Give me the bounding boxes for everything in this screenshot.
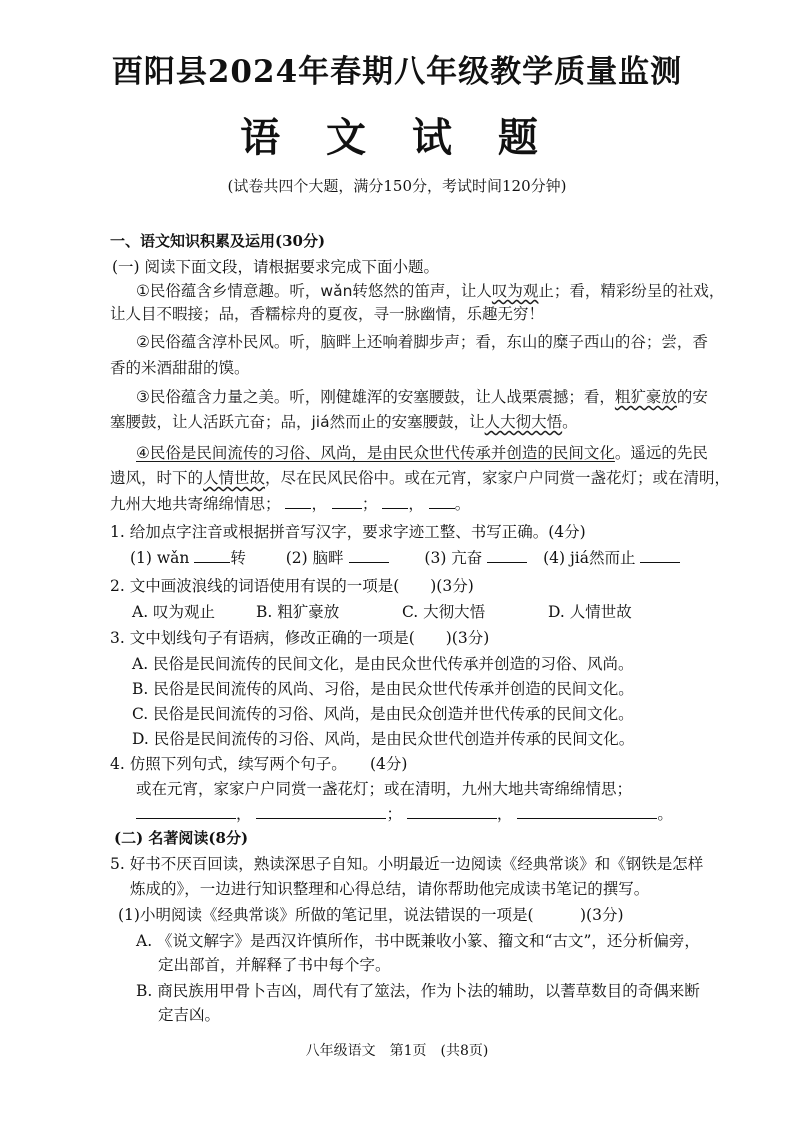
page-footer: 八年级语文 第1页 (共8页) — [305, 1043, 489, 1059]
q5-option-b-line2: 定吉凶。 — [158, 1006, 221, 1024]
wavy-phrase-c: 人大彻大悟 — [484, 413, 563, 431]
answer-blank[interactable] — [256, 804, 386, 819]
passage-text: 的安 — [676, 388, 708, 406]
q3-option-d[interactable]: D. 民俗是民间流传的习俗、风尚，是由民众世代创造并传承的民间文化。 — [132, 730, 635, 748]
passage-text: ③民俗蕴含力量之美。听，刚健雄浑的安塞腰鼓，让人战栗震撼；看， — [136, 388, 615, 406]
q5-option-a-line1[interactable]: A. 《说文解字》是西汉许慎所作，书中既兼收小篆、籀文和“古文”，还分析偏旁， — [136, 932, 700, 950]
answer-blank[interactable] — [429, 494, 455, 509]
question-1-items — [130, 546, 680, 568]
part1-sub2-heading: (二) 名著阅读(8分) — [114, 829, 249, 847]
answer-blank[interactable] — [285, 494, 311, 509]
question-1-stem: 1. 给加点字注音或根据拼音写汉字，要求字迹工整、书写正确。(4分) — [110, 523, 586, 541]
passage-text: 遗风，时下的 — [110, 469, 204, 487]
q1-item-2: (2) 脑畔 — [285, 549, 344, 567]
passage-p3-line1 — [136, 385, 708, 407]
answer-blank[interactable] — [332, 494, 362, 509]
exam-instructions: (试卷共四个大题，满分150分，考试时间120分钟) — [227, 177, 567, 195]
passage-text: 止；看，精彩纷呈的社戏， — [538, 282, 725, 300]
answer-blank[interactable] — [487, 548, 527, 563]
q3-option-a[interactable]: A. 民俗是民间流传的民间文化，是由民众世代传承并创造的习俗、风尚。 — [132, 655, 634, 673]
q5-option-a-line2: 定出部首，并解释了书中每个字。 — [158, 956, 391, 974]
question-2-stem: 2. 文中画波浪线的词语使用有误的一项是( )(3分) — [110, 577, 474, 595]
q1-item-4: (4) jiá然而止 — [543, 549, 636, 567]
passage-p2-line1: ②民俗蕴含淳朴民风。听，脑畔上还响着脚步声；看，东山的糜子西山的谷；尝，香 — [136, 333, 708, 351]
passage-text: 。 — [562, 413, 578, 431]
q1-item-1: (1) wǎn — [130, 549, 190, 567]
q4-example: 或在元宵，家家户户同赏一盏花灯；或在清明，九州大地共寄绵绵情思； — [136, 780, 633, 798]
question-5-sub1: (1)小明阅读《经典常谈》所做的笔记里，说法错误的一项是( )(3分) — [118, 906, 624, 924]
q5-option-b-line1[interactable]: B. 商民族用甲骨卜吉凶，周代有了筮法，作为卜法的辅助，以蓍草数目的奇偶来断 — [136, 982, 700, 1000]
passage-p2-line2: 香的米酒甜甜的馍。 — [110, 359, 250, 377]
q1-item-1-suffix: 转 — [230, 549, 246, 567]
answer-blank[interactable] — [136, 804, 236, 819]
subject-title: 语 文 试 题 — [240, 114, 554, 161]
exam-title: 酉阳县2024年春期八年级教学质量监测 — [111, 54, 683, 90]
part1-heading: 一、语文知识积累及运用(30分) — [110, 232, 326, 250]
wavy-phrase-a: 叹为观 — [491, 282, 539, 300]
passage-p4-line3: 九州大地共寄绵绵情思； ， ； ， 。 — [110, 495, 471, 513]
q4-answer-line: ， ； ， 。 — [136, 802, 673, 824]
question-5-stem-line1: 5. 好书不厌百回读，熟读深思子自知。小明最近一边阅读《经典常谈》和《钢铁是怎样 — [110, 855, 704, 873]
passage-p3-line2 — [110, 410, 578, 432]
passage-p1-line1 — [136, 279, 724, 301]
q2-option-a[interactable]: A. 叹为观止 — [132, 603, 216, 621]
passage-text: ，尽在民风民俗中。或在元宵，家家户户同赏一盏花灯；或在清明， — [265, 469, 731, 487]
q2-option-c[interactable]: C. 大彻大悟 — [402, 603, 486, 621]
question-4-stem: 4. 仿照下列句式，续写两个句子。 (4分) — [110, 755, 408, 773]
answer-blank[interactable] — [349, 548, 389, 563]
passage-text: 。遥远的先民 — [614, 444, 708, 462]
q3-option-c[interactable]: C. 民俗是民间流传的习俗、风尚，是由民众创造并世代传承的民间文化。 — [132, 705, 634, 723]
answer-blank[interactable] — [640, 548, 680, 563]
answer-blank[interactable] — [382, 494, 408, 509]
wavy-phrase-b: 粗犷豪放 — [614, 388, 677, 406]
q2-option-d[interactable]: D. 人情世故 — [548, 603, 632, 621]
passage-text: ①民俗蕴含乡情意趣。听，wǎn转悠然的笛声，让人 — [136, 282, 492, 300]
part1-sub1: (一) 阅读下面文段，请根据要求完成下面小题。 — [112, 258, 440, 276]
passage-p4-line1 — [136, 441, 708, 463]
question-5-stem-line2: 炼成的》，一边进行知识整理和心得总结，请你帮助他完成读书笔记的撰写。 — [130, 880, 650, 898]
passage-text: 九州大地共寄绵绵情思； — [110, 495, 281, 513]
answer-blank[interactable] — [194, 548, 230, 563]
passage-p4-line2 — [110, 466, 730, 488]
wavy-phrase-d: 人情世故 — [203, 469, 266, 487]
q1-item-3: (3) 亢奋 — [424, 549, 483, 567]
q2-option-b[interactable]: B. 粗犷豪放 — [256, 603, 340, 621]
passage-text: 塞腰鼓，让人活跃亢奋；品，jiá然而止的安塞腰鼓，让 — [110, 413, 485, 431]
passage-p1-line2: 让人目不暇接；品，香糯棕舟的夏夜，寻一脉幽情，乐趣无穷！ — [110, 305, 545, 323]
q3-option-b[interactable]: B. 民俗是民间流传的风尚、习俗，是由民众世代传承并创造的民间文化。 — [132, 680, 634, 698]
underlined-sentence: ④民俗是民间流传的习俗、风尚，是由民众世代传承并创造的民间文化 — [136, 444, 615, 462]
answer-blank[interactable] — [407, 804, 497, 819]
question-3-stem: 3. 文中划线句子有语病，修改正确的一项是( )(3分) — [110, 629, 490, 647]
answer-blank[interactable] — [517, 804, 657, 819]
